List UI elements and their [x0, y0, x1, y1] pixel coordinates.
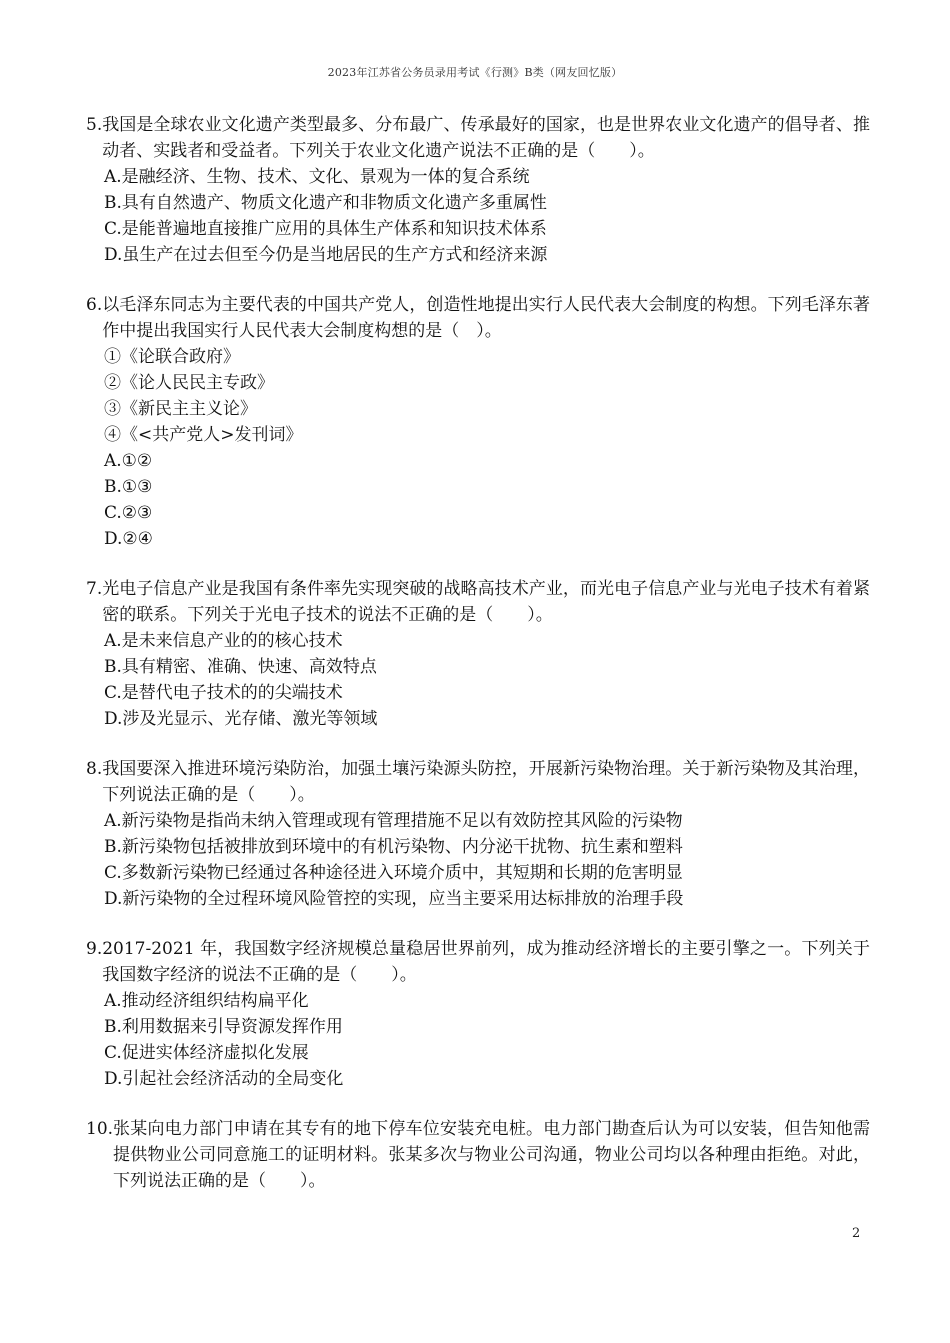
question-option: D.②④ — [104, 529, 153, 549]
question-block — [86, 936, 870, 1092]
page-number: 2 — [852, 1226, 861, 1241]
question-option: C.是替代电子技术的的尖端技术 — [104, 683, 343, 703]
question-option: B.新污染物包括被排放到环境中的有机污染物、内分泌干扰物、抗生素和塑料 — [104, 837, 683, 857]
question-block — [86, 112, 870, 268]
question-stem — [86, 292, 870, 344]
question-option: D.引起社会经济活动的全局变化 — [104, 1069, 344, 1089]
question-stem — [86, 112, 870, 164]
question-option: A.是未来信息产业的的核心技术 — [104, 631, 343, 651]
question-option: C.是能普遍地直接推广应用的具体生产体系和知识技术体系 — [104, 219, 547, 239]
question-option: A.①② — [104, 451, 153, 471]
question-block — [86, 1116, 870, 1194]
question-option: B.①③ — [104, 477, 153, 497]
question-number: 6. — [86, 295, 103, 315]
question-text: 我国要深入推进环境污染防治，加强土壤污染源头防控，开展新污染物治理。关于新污染物及其治理，下列说法正确的是（ ）。 — [102, 759, 870, 805]
question-option: D.涉及光显示、光存储、激光等领域 — [104, 709, 378, 729]
question-text: 以毛泽东同志为主要代表的中国共产党人，创造性地提出实行人民代表大会制度的构想。下列毛泽东著作中提出我国实行人民代表大会制度构想的是（ ）。 — [102, 295, 870, 341]
question-stem — [86, 1116, 870, 1194]
question-text: 光电子信息产业是我国有条件率先实现突破的战略高技术产业，而光电子信息产业与光电子技术有着紧密的联系。下列关于光电子技术的说法不正确的是（ ）。 — [102, 579, 870, 625]
question-text: 我国是全球农业文化遗产类型最多、分布最广、传承最好的国家，也是世界农业文化遗产的倡导者、推动者、实践者和受益者。下列关于农业文化遗产说法不正确的是（ ）。 — [102, 115, 870, 161]
question-text: 张某向电力部门申请在其专有的地下停车位安装充电桩。电力部门勘查后认为可以安装，但告知他需提供物业公司同意施工的证明材料。张某多次与物业公司沟通，物业公司均以各种理由拒绝。对此，下列说法正确的是（ ）。 — [113, 1119, 870, 1191]
question-option: D.虽生产在过去但至今仍是当地居民的生产方式和经济来源 — [104, 245, 548, 265]
question-block — [86, 576, 870, 732]
question-stem — [86, 936, 870, 988]
question-option: A.是融经济、生物、技术、文化、景观为一体的复合系统 — [104, 167, 530, 187]
question-number: 8. — [86, 759, 103, 779]
question-option: B.具有自然遗产、物质文化遗产和非物质文化遗产多重属性 — [104, 193, 547, 213]
question-option: ④《<共产党人>发刊词》 — [104, 425, 303, 445]
question-option: B.具有精密、准确、快速、高效特点 — [104, 657, 377, 677]
question-option: C.②③ — [104, 503, 153, 523]
question-number: 10. — [86, 1119, 114, 1139]
question-stem — [86, 576, 870, 628]
question-option: D.新污染物的全过程环境风险管控的实现，应当主要采用达标排放的治理手段 — [104, 889, 684, 909]
page-header: 2023年江苏省公务员录用考试《行测》B类（网友回忆版） — [327, 66, 623, 79]
question-stem — [86, 756, 870, 808]
question-option: ②《论人民民主专政》 — [104, 373, 274, 393]
question-number: 7. — [86, 579, 103, 599]
question-block — [86, 292, 870, 552]
question-option: C.多数新污染物已经通过各种途径进入环境介质中，其短期和长期的危害明显 — [104, 863, 683, 883]
question-option: A.新污染物是指尚未纳入管理或现有管理措施不足以有效防控其风险的污染物 — [104, 811, 683, 831]
question-number: 9. — [86, 939, 103, 959]
question-option: C.促进实体经济虚拟化发展 — [104, 1043, 309, 1063]
question-text: 2017-2021 年，我国数字经济规模总量稳居世界前列，成为推动经济增长的主要引擎之一。下列关于我国数字经济的说法不正确的是（ ）。 — [102, 939, 870, 985]
question-list — [86, 112, 870, 1218]
question-option: ①《论联合政府》 — [104, 347, 240, 367]
question-block — [86, 756, 870, 912]
question-option: ③《新民主主义论》 — [104, 399, 257, 419]
question-option: B.利用数据来引导资源发挥作用 — [104, 1017, 343, 1037]
question-option: A.推动经济组织结构扁平化 — [104, 991, 309, 1011]
question-number: 5. — [86, 115, 103, 135]
